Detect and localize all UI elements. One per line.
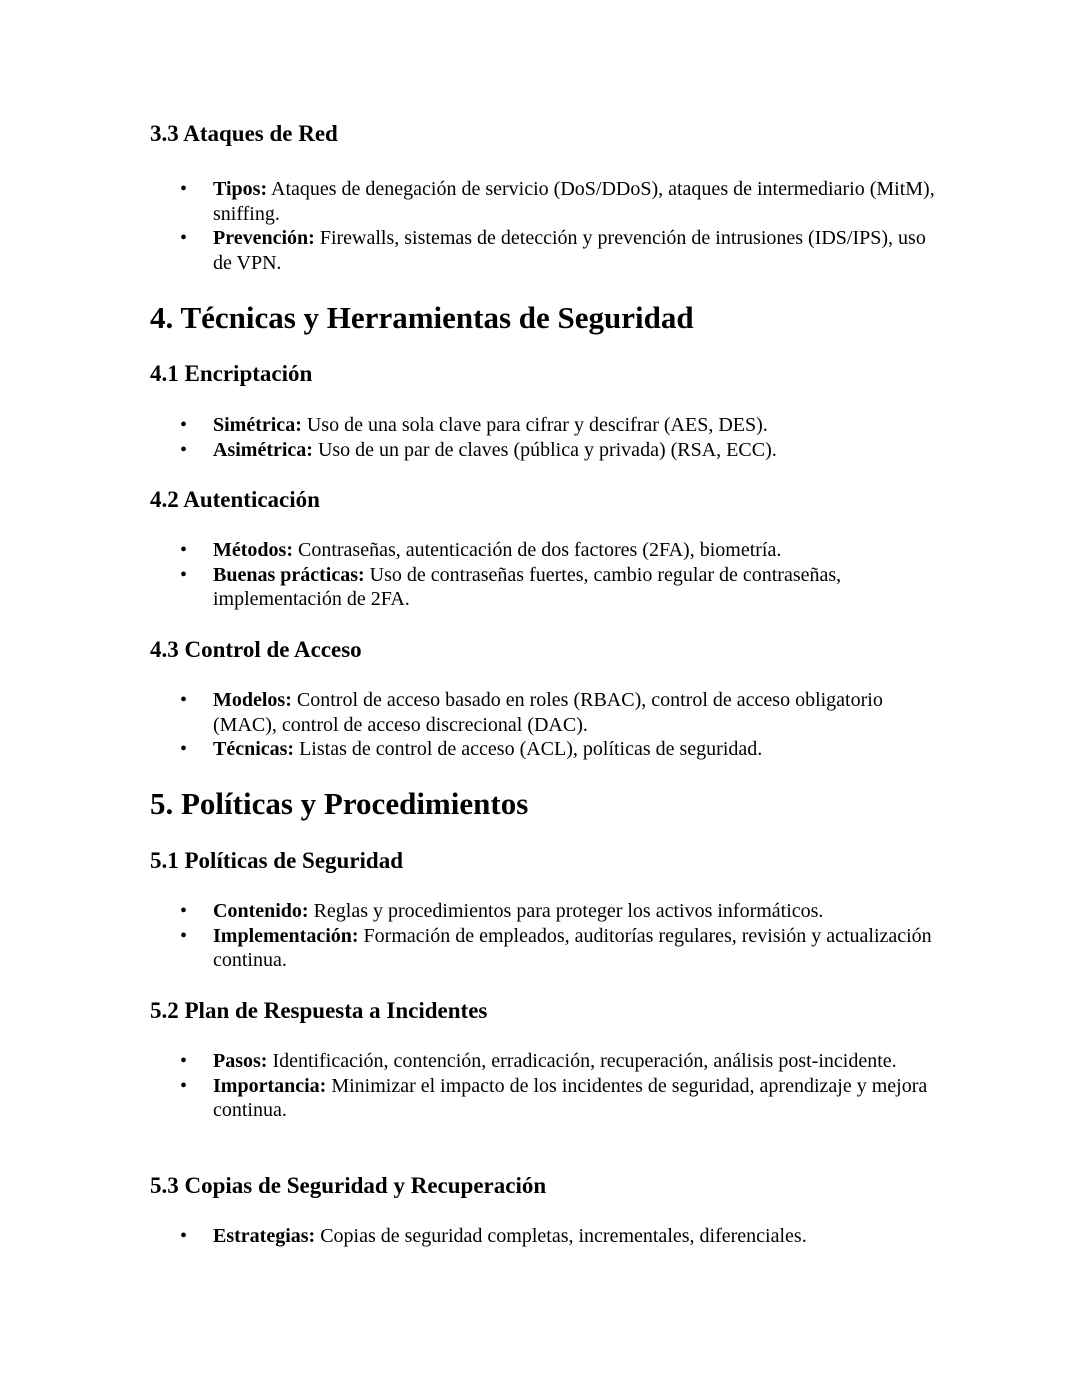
bullet-list: [150, 1224, 940, 1249]
section-heading-4-1: 4.1 Encriptación: [150, 361, 313, 386]
bullet-icon: •: [180, 227, 188, 249]
bullet-list: [150, 413, 940, 462]
bullet-icon: •: [180, 1050, 188, 1072]
bullet-list: [150, 538, 940, 612]
list-item: • Contenido: Reglas y procedimientos para proteger los activos informáticos.: [180, 900, 824, 922]
bullet-list: [150, 688, 940, 762]
chapter-heading-4: 4. Técnicas y Herramientas de Seguridad: [150, 300, 694, 335]
list-item: • Prevención: Firewalls, sistemas de detección y prevención de intrusiones (IDS/IPS), uso de VPN.: [180, 227, 926, 274]
list-item: • Asimétrica: Uso de un par de claves (pública y privada) (RSA, ECC).: [180, 438, 777, 461]
bullet-icon: •: [180, 924, 188, 947]
bullet-list: [150, 1049, 940, 1123]
bullet-icon: •: [180, 563, 188, 586]
list-item: • Técnicas: Listas de control de acceso (ACL), políticas de seguridad.: [180, 738, 763, 760]
section-heading-5-3: 5.3 Copias de Seguridad y Recuperación: [150, 1173, 547, 1198]
bullet-icon: •: [180, 1225, 188, 1247]
section-heading-4-3: 4.3 Control de Acceso: [150, 637, 362, 662]
list-item: • Pasos: Identificación, contención, erradicación, recuperación, análisis post-incidente.: [180, 1050, 897, 1072]
section-heading-4-2: 4.2 Autenticación: [150, 487, 320, 512]
bullet-icon: •: [180, 178, 188, 200]
list-item: • Estrategias: Copias de seguridad completas, incrementales, diferenciales.: [180, 1225, 807, 1247]
bullet-icon: •: [180, 689, 188, 711]
list-item: • Tipos: Ataques de denegación de servicio (DoS/DDoS), ataques de intermediario (MitM), sniffing.: [180, 178, 935, 225]
bullet-icon: •: [180, 414, 188, 436]
list-item: • Importancia: Minimizar el impacto de los incidentes de seguridad, aprendizaje y mejora continua.: [180, 1074, 928, 1121]
list-item: • Métodos: Contraseñas, autenticación de dos factores (2FA), biometría.: [180, 539, 782, 561]
bullet-icon: •: [180, 438, 188, 461]
section-heading-5-1: 5.1 Políticas de Seguridad: [150, 848, 404, 873]
list-item: • Buenas prácticas: Uso de contraseñas fuertes, cambio regular de contraseñas, implementación de 2FA.: [180, 563, 842, 610]
bullet-icon: •: [180, 900, 188, 922]
bullet-icon: •: [180, 1074, 188, 1097]
bullet-icon: •: [180, 738, 188, 760]
section-heading-5-2: 5.2 Plan de Respuesta a Incidentes: [150, 998, 488, 1023]
list-item: • Modelos: Control de acceso basado en roles (RBAC), control de acceso obligatorio (MAC), control de acceso discrecional (DAC).: [180, 689, 883, 736]
list-item: • Simétrica: Uso de una sola clave para cifrar y descifrar (AES, DES).: [180, 414, 768, 436]
bullet-icon: •: [180, 539, 188, 561]
section-heading-3-3: 3.3 Ataques de Red: [150, 121, 338, 146]
bullet-list: [150, 899, 940, 973]
list-item: • Implementación: Formación de empleados, auditorías regulares, revisión y actualización continua.: [180, 924, 932, 971]
chapter-heading-5: 5. Políticas y Procedimientos: [150, 786, 529, 821]
bullet-list: [150, 177, 940, 275]
